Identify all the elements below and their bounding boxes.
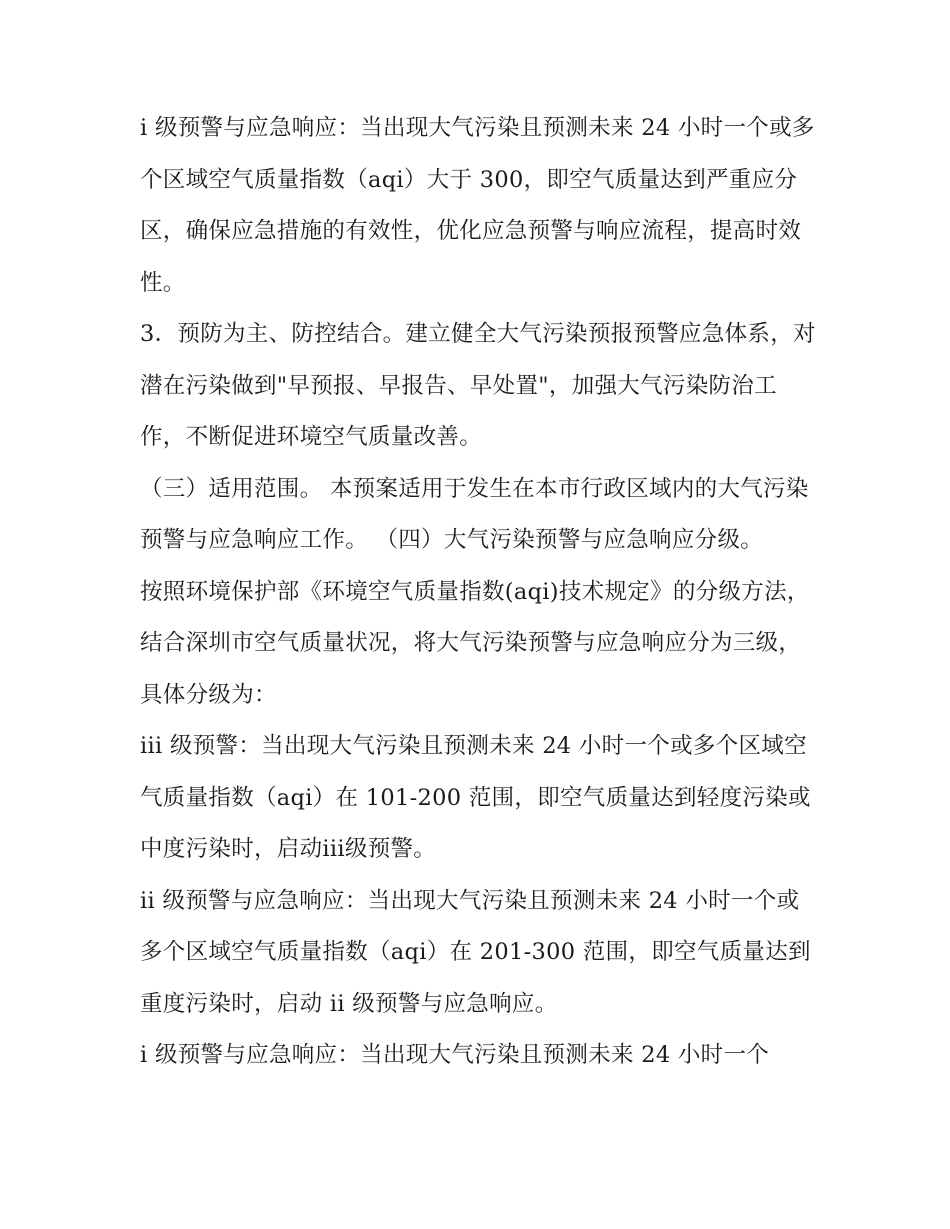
- paragraph-level-iii-warning: iii 级预警：当出现大气污染且预测未来 24 小时一个或多个区域空气质量指数（aqi）在 101-200 范围，即空气质量达到轻度污染或中度污染时，启动iii级预警。: [140, 733, 811, 862]
- paragraph-classification-method: 按照环境保护部《环境空气质量指数(aqi)技术规定》的分级方法，结合深圳市空气质量状况，将大气污染预警与应急响应分为三级，具体分级为：: [140, 578, 810, 708]
- paragraph-level-i-warning-repeat: i 级预警与应急响应：当出现大气污染且预测未来 24 小时一个: [140, 1042, 770, 1068]
- document-body: [140, 103, 820, 1082]
- paragraph-scope: （三）适用范围。 本预案适用于发生在本市行政区域内的大气污染预警与应急响应工作。 （四）大气污染预警与应急响应分级。: [140, 475, 809, 553]
- paragraph-level-i-warning: i 级预警与应急响应：当出现大气污染且预测未来 24 小时一个或多个区域空气质量指数（aqi）大于 300，即空气质量达到严重应分区，确保应急措施的有效性，优化应急预警与响应流程，提高时效性。: [140, 115, 815, 296]
- paragraph-level-ii-warning: ii 级预警与应急响应：当出现大气污染且预测未来 24 小时一个或多个区域空气质量指数（aqi）在 201-300 范围，即空气质量达到重度污染时，启动 ii 级预警与应急响应。: [140, 887, 811, 1017]
- paragraph-prevention-principle: 3．预防为主、防控结合。建立健全大气污染预报预警应急体系，对潜在污染做到"早预报、早报告、早处置"，加强大气污染防治工作，不断促进环境空气质量改善。: [140, 321, 816, 450]
